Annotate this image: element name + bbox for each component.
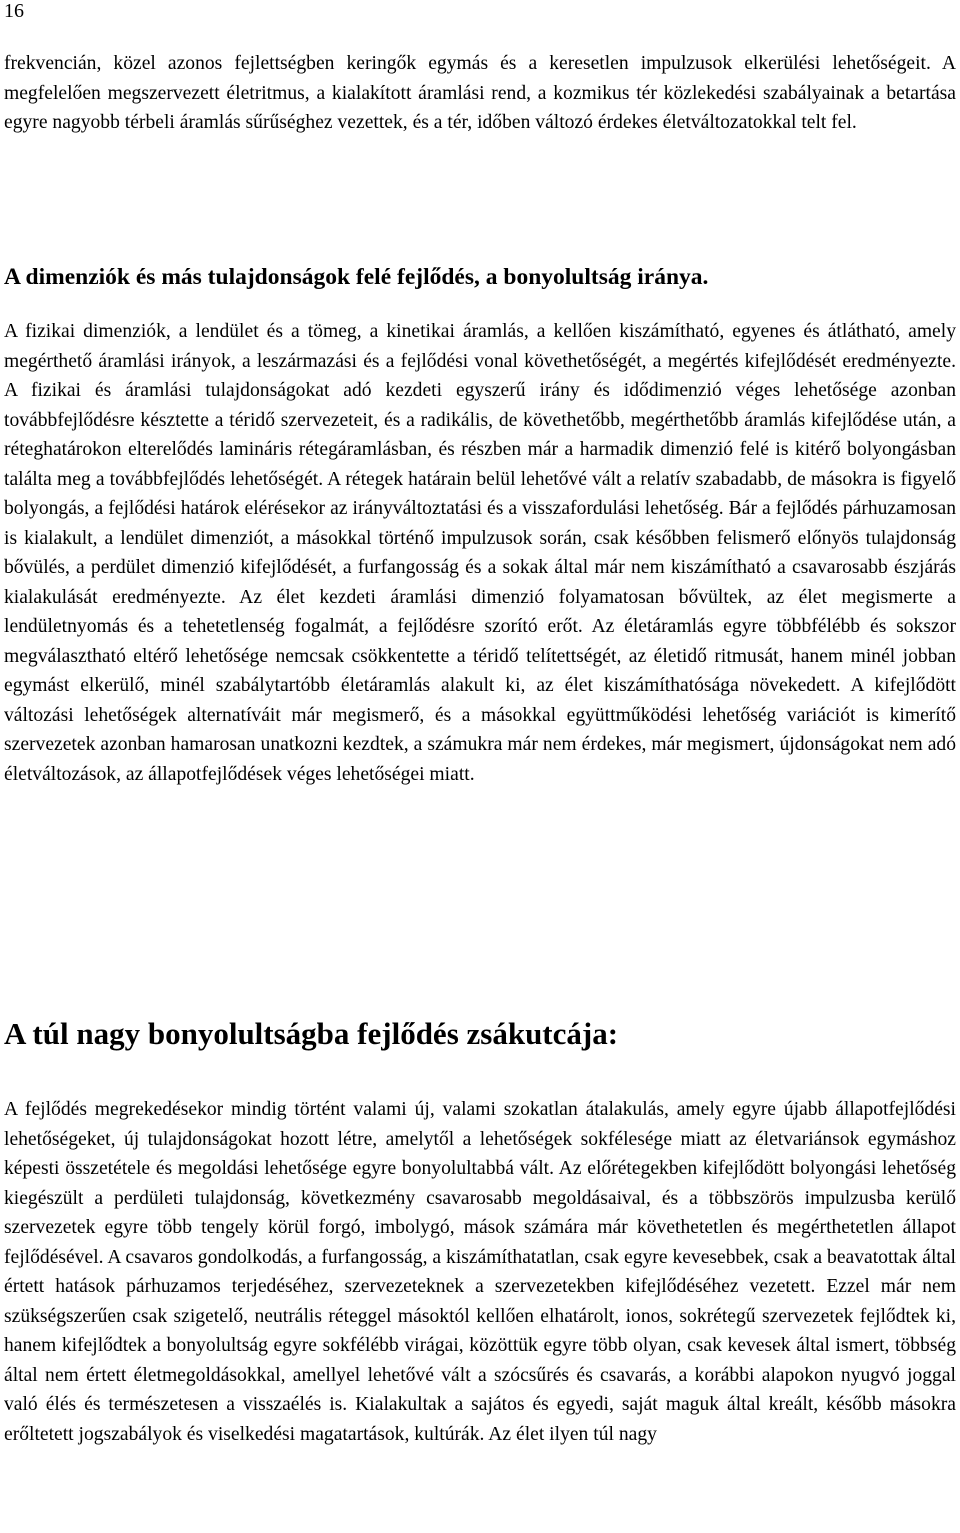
page-number: 16 xyxy=(4,0,24,22)
paragraph-dimensions: A fizikai dimenziók, a lendület és a tömeg, a kinetikai áramlás, a kellően kiszámítható, egyenes és átlátható, amely megérthető áramlási irányok, a leszármazási és a fejlődési vonal követhetőségét, a megértés kifejlődését eredményezte. A fizikai és áramlási tulajdonságokat adó kezdeti egyszerű irány és idődimenzió véges lehetősége azonban továbbfejlődésre késztette a téridő szervezeteit, és a radikális, de követhetőbb, megérthetőbb áramlás kifejlődése után, a réteghatárokon elterelődés lamináris rétegáramlásban, és részben már a harmadik dimenzió felé is kitérő bolyongásban találta meg a továbbfejlődés lehetőségét. A rétegek határain belül lehetővé vált a relatív szabadabb, de másokra is figyelő bolyongás, a fejlődési határok elérésekor az irányváltoztatási és a visszafordulási lehetőség. Bár a fejlődés párhuzamosan is kialakult, a lendület dimenziót, a másokkal történő impulzusok során, csak későbben felismerő előnyös tulajdonság bővülés, a perdület dimenzió kifejlődését, a furfangosság és a sokak által már nem kiszámítható a csavarosabb észjárás kialakulását eredményezte. Az élet kezdeti áramlási dimenzió folyamatosan bővültek, az élet megismerte a lendületnyomás és a tehetetlenség fogalmát, a fejlődésre szorító erőt. Az életáramlás egyre többfélébb és sokszor megválasztható eltérő lehetősége nemcsak csökkentette a téridő telítettségét, az életidő ritmusát, hanem minél jobban egymást elkerülő, minél szabálytartóbb életáramlás alakult ki, az élet kiszámíthatósága növekedett. A kifejlődött változási lehetőségek alternatíváit már megismerő, és a másokkal együttműködési lehetőség variációt is kimerítő szervezetek azonban hamarosan unatkozni kezdtek, a számukra már nem érdekes, már megismert, újdonságokat nem adó életváltozások, az állapotfejlődések véges lehetőségei miatt. xyxy=(4,321,956,785)
paragraph-complexity: A fejlődés megrekedésekor mindig történt valami új, valami szokatlan átalakulás, amely egyre újabb állapotfejlődési lehetőségeket, új tulajdonságokat hozott létre, amelytől a lehetőségek sokfélesége miatt az életvariánsok egymáshoz képesti összetétele és megoldási lehetősége egyre bonyolultabbá vált. Az előrétegekben kifejlődött bolyongási lehetőség kiegészült a perdületi tulajdonság, következmény csavarosabb megoldásaival, és a többszörös impulzusba kerülő szervezetek egyre több tengely körül forgó, imbolygó, mások számára már követhetetlen és megérthetetlen állapot fejlődésével. A csavaros gondolkodás, a furfangosság, a kiszámíthatatlan, csak egyre kevesebbek, csak a beavatottak által értett hatások párhuzamos terjedéséhez, szervezeteknek a szervezetekben kifejlődéséhez vezetett. Ezzel már nem szükségszerűen csak szigetelő, neutrális réteggel másoktól kellően elhatárolt, ionos, sokrétegű szervezetek fejlődtek ki, hanem kifejlődtek a bonyolultság egyre sokfélébb virágai, közöttük egyre több olyan, csak kevesek által ismert, többség által nem értett életmegoldásokkal, amellyel lehetővé vált a szócsűrés és csavarás, a korábbi alapokon nyugvó joggal való élés és természetesen a visszaélés is. Kialakultak a sajátos és egyedi, saját maguk által kreált, később másokra erőltetett jogszabályok és viselkedési magatartások, kultúrák. Az élet ilyen túl nagy xyxy=(4,1099,956,1445)
section-heading-dimensions: A dimenziók és más tulajdonságok felé fejlődés, a bonyolultság iránya. xyxy=(4,264,709,290)
section-heading-complexity: A túl nagy bonyolultságba fejlődés zsákutcája: xyxy=(4,1016,619,1051)
paragraph-intro: frekvencián, közel azonos fejlettségben keringők egymás és a keresetlen impulzusok elkerülési lehetőségeit. A megfelelően megszervezett életritmus, a kialakított áramlási rend, a kozmikus tér közlekedési szabályainak a betartása egyre nagyobb térbeli áramlás sűrűséghez vezettek, és a tér, időben változó érdekes életváltozatokkal telt fel. xyxy=(4,53,956,133)
